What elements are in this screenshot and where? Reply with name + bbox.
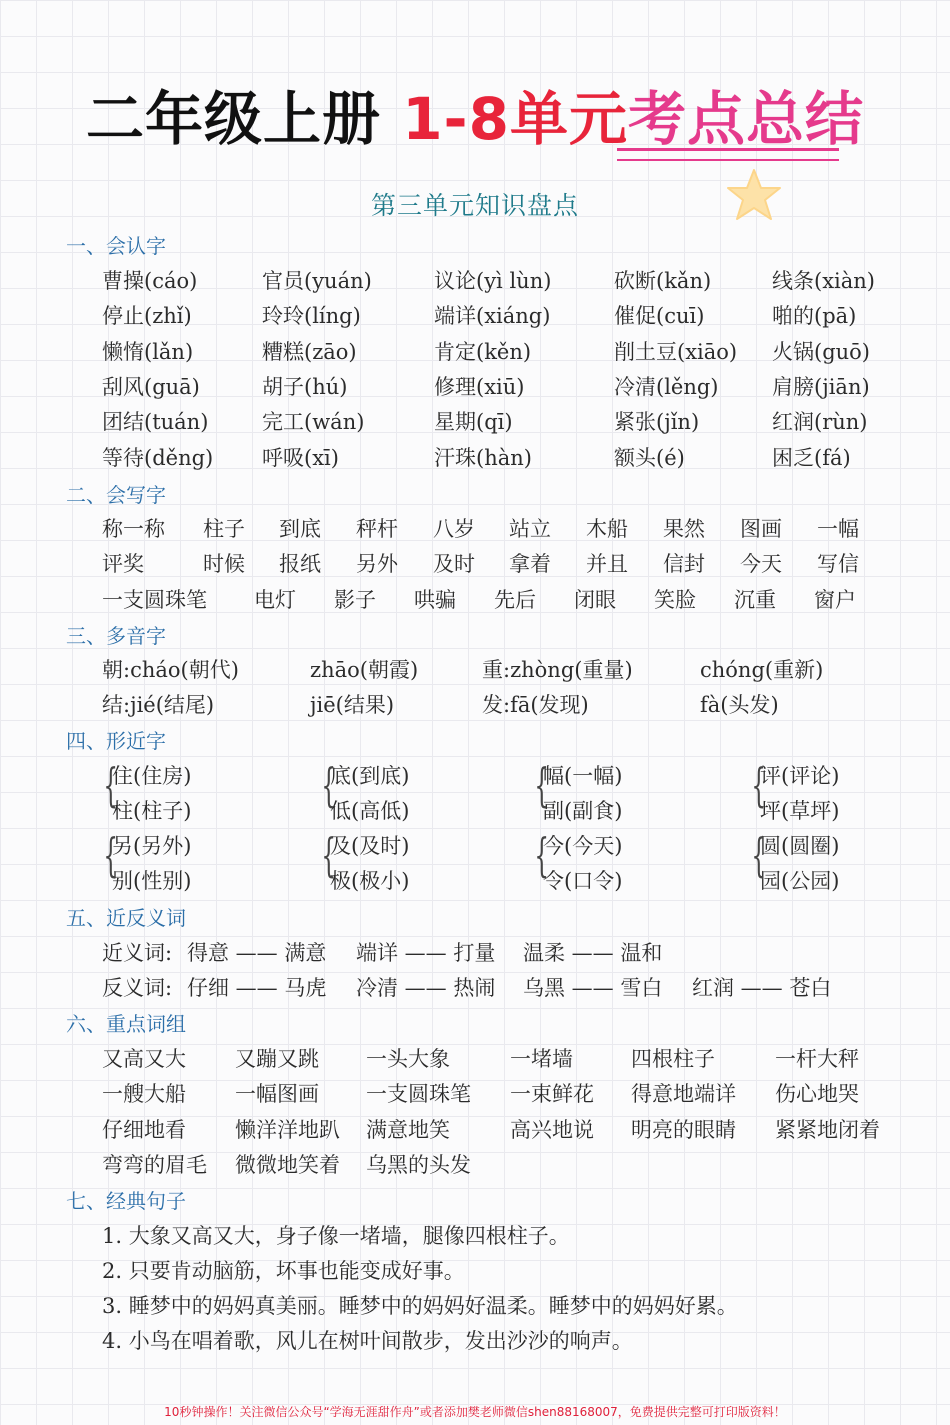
write-word: 信封: [663, 552, 705, 577]
key-phrase: 又高又大: [102, 1047, 186, 1071]
recognize-word: 懒惰(lǎn): [102, 339, 194, 364]
synonym-pair: 得意 —— 满意: [187, 941, 327, 965]
write-word: 笑脸: [654, 587, 696, 612]
similar-character: 副(副食): [543, 799, 623, 823]
section-heading-phrases: 六、重点词组: [66, 1012, 186, 1036]
recognize-word: 啪的(pā): [772, 304, 857, 329]
key-phrase: 紧紧地闭着: [775, 1117, 880, 1142]
write-word: 秤杆: [356, 517, 398, 541]
brace-mark: {: [534, 758, 549, 812]
key-phrase: 微微地笑着: [235, 1152, 340, 1177]
write-word: 时候: [203, 552, 245, 577]
title-part-2: 1-8单元: [402, 85, 628, 153]
similar-character: 极(极小): [330, 869, 410, 893]
polyphonic-entry: fà(头发): [700, 693, 779, 718]
title-part-1: 二年级上册: [85, 85, 403, 153]
recognize-word: 等待(děng): [102, 445, 214, 470]
brace-mark: {: [321, 828, 336, 882]
key-phrase: 伤心地哭: [775, 1082, 859, 1107]
antonym-pair: 乌黑 —— 雪白: [523, 976, 663, 1000]
recognize-word: 胡子(hú): [262, 374, 348, 399]
write-word: 木船: [586, 517, 628, 541]
recognize-word: 肩膀(jiān): [772, 374, 870, 399]
key-phrase: 四根柱子: [631, 1047, 715, 1071]
antonym-pair: 冷清 —— 热闹: [356, 976, 496, 1000]
key-phrase: 得意地端详: [631, 1082, 736, 1107]
section-heading-synonyms: 五、近反义词: [66, 906, 186, 930]
recognize-word: 曹操(cáo): [102, 269, 198, 293]
write-word: 一支圆珠笔: [102, 587, 207, 612]
write-word: 另外: [356, 552, 398, 577]
key-phrase: 一幅图画: [235, 1082, 319, 1107]
key-phrase: 一艘大船: [102, 1082, 186, 1107]
polyphonic-entry: zhāo(朝霞): [310, 658, 419, 682]
section-heading-polyphonic: 三、多音字: [66, 624, 166, 648]
brace-mark: {: [103, 758, 118, 812]
write-word: 并且: [586, 552, 628, 577]
page-subtitle: 第三单元知识盘点: [370, 191, 579, 220]
write-word: 电灯: [254, 587, 296, 612]
write-word: 柱子: [203, 517, 245, 541]
key-phrase: 又蹦又跳: [235, 1047, 319, 1071]
write-word: 哄骗: [414, 587, 456, 612]
similar-character: 低(高低): [330, 799, 410, 823]
recognize-word: 完工(wán): [262, 410, 365, 435]
brace-mark: {: [103, 828, 118, 882]
brace-mark: {: [751, 828, 766, 882]
key-phrase: 高兴地说: [510, 1117, 594, 1142]
write-word: 称一称: [102, 517, 165, 541]
recognize-word: 呼吸(xī): [262, 445, 339, 470]
antonym-pair: 红润 —— 苍白: [692, 976, 832, 1000]
page-title: [0, 72, 950, 156]
section-heading-recognize: 一、会认字: [66, 234, 166, 258]
polyphonic-entry: 发:fā(发现): [482, 693, 589, 718]
similar-character: 柱(柱子): [112, 799, 192, 823]
similar-character: 及(及时): [330, 834, 410, 858]
recognize-word: 红润(rùn): [772, 410, 868, 435]
title-part-3: 考点总结: [627, 85, 864, 153]
key-phrase: 一堵墙: [510, 1047, 573, 1071]
brace-mark: {: [751, 758, 766, 812]
star-icon: [724, 166, 784, 224]
recognize-word: 端详(xiáng): [434, 304, 551, 329]
synonym-pair: 端详 —— 打量: [356, 941, 496, 965]
sentence-2: 2. 只要肯动脑筋，坏事也能变成好事。: [102, 1259, 465, 1283]
write-word: 果然: [663, 517, 705, 541]
polyphonic-entry: 结:jié(结尾): [102, 693, 215, 718]
brace-mark: {: [321, 758, 336, 812]
recognize-word: 官员(yuán): [262, 269, 372, 293]
write-word: 沉重: [734, 587, 776, 612]
key-phrase: 明亮的眼睛: [631, 1117, 736, 1142]
sentence-1: 1. 大象又高又大，身子像一堵墙，腿像四根柱子。: [102, 1224, 570, 1248]
recognize-word: 刮风(guā): [102, 374, 200, 399]
sentence-4: 4. 小鸟在唱着歌，风儿在树叶间散步，发出沙沙的响声。: [102, 1329, 633, 1353]
sentence-3: 3. 睡梦中的妈妈真美丽。睡梦中的妈妈好温柔。睡梦中的妈妈好累。: [102, 1294, 738, 1318]
recognize-word: 星期(qī): [434, 410, 513, 435]
recognize-word: 额头(é): [614, 445, 685, 470]
write-word: 今天: [740, 552, 782, 577]
similar-character: 幅(一幅): [543, 764, 623, 788]
write-word: 评奖: [102, 552, 144, 577]
similar-character: 圆(圆圈): [760, 834, 840, 858]
recognize-word: 议论(yì lùn): [434, 269, 552, 293]
brace-mark: {: [534, 828, 549, 882]
write-word: 站立: [509, 517, 551, 541]
write-word: 闭眼: [574, 587, 616, 612]
write-word: 窗户: [814, 587, 856, 612]
recognize-word: 团结(tuán): [102, 410, 209, 435]
section-heading-write: 二、会写字: [66, 483, 166, 507]
recognize-word: 汗珠(hàn): [434, 445, 532, 470]
recognize-word: 困乏(fá): [772, 445, 851, 470]
recognize-word: 玲玲(líng): [262, 304, 361, 329]
polyphonic-entry: 重:zhòng(重量): [482, 658, 633, 682]
key-phrase: 乌黑的头发: [366, 1152, 471, 1177]
recognize-word: 停止(zhǐ): [102, 304, 192, 329]
synonym-pair: 温柔 —— 温和: [523, 941, 663, 965]
key-phrase: 满意地笑: [366, 1117, 450, 1142]
similar-character: 底(到底): [330, 764, 410, 788]
key-phrase: 仔细地看: [102, 1117, 186, 1142]
similar-character: 评(评论): [760, 764, 840, 788]
recognize-word: 削土豆(xiāo): [614, 339, 738, 364]
recognize-word: 火锅(guō): [772, 339, 870, 364]
section-heading-sentences: 七、经典句子: [66, 1189, 186, 1213]
key-phrase: 懒洋洋地趴: [235, 1117, 340, 1142]
recognize-word: 肯定(kěn): [434, 339, 532, 364]
similar-character: 令(口令): [543, 869, 623, 893]
similar-character: 今(今天): [543, 834, 623, 858]
key-phrase: 一束鲜花: [510, 1082, 594, 1107]
write-word: 八岁: [433, 517, 475, 541]
write-word: 报纸: [279, 552, 321, 577]
key-phrase: 一头大象: [366, 1047, 450, 1071]
title-underline: [617, 148, 839, 161]
polyphonic-entry: jiē(结果): [310, 693, 395, 718]
section-heading-similar: 四、形近字: [66, 729, 166, 753]
key-phrase: 一支圆珠笔: [366, 1082, 471, 1107]
recognize-word: 糟糕(zāo): [262, 339, 357, 364]
recognize-word: 紧张(jǐn): [614, 410, 700, 435]
similar-character: 坪(草坪): [760, 799, 840, 823]
write-word: 到底: [279, 517, 321, 541]
recognize-word: 冷清(lěng): [614, 374, 719, 399]
polyphonic-entry: chóng(重新): [700, 658, 824, 682]
footer-note: 10秒钟操作！关注微信公众号“学海无涯甜作舟”或者添加樊老师微信shen88168007，免费提供完整可打印版资料！: [164, 1405, 786, 1419]
write-word: 拿着: [509, 552, 551, 577]
similar-character: 园(公园): [760, 869, 840, 893]
antonym-pair: 仔细 —— 马虎: [187, 976, 327, 1000]
recognize-word: 砍断(kǎn): [614, 269, 712, 293]
write-word: 影子: [334, 587, 376, 612]
write-word: 先后: [494, 587, 536, 612]
similar-character: 住(住房): [112, 764, 192, 788]
write-word: 图画: [740, 517, 782, 541]
write-word: 一幅: [817, 517, 859, 541]
recognize-word: 修理(xiū): [434, 374, 525, 399]
recognize-word: 催促(cuī): [614, 304, 705, 329]
synonym-label: 近义词:: [102, 941, 173, 965]
key-phrase: 弯弯的眉毛: [102, 1152, 207, 1177]
similar-character: 别(性别): [112, 869, 192, 893]
recognize-word: 线条(xiàn): [772, 269, 875, 293]
write-word: 写信: [817, 552, 859, 577]
write-word: 及时: [433, 552, 475, 577]
similar-character: 另(另外): [112, 834, 192, 858]
polyphonic-entry: 朝:cháo(朝代): [102, 658, 239, 682]
key-phrase: 一杆大秤: [775, 1047, 859, 1071]
antonym-label: 反义词:: [102, 976, 173, 1000]
